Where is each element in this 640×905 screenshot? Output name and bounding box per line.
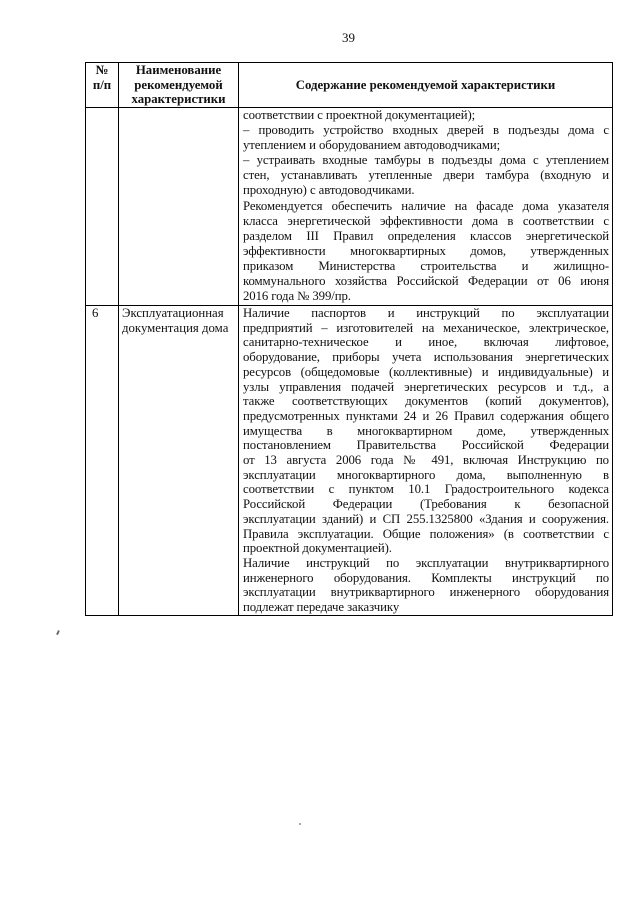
- content-line: эффективности многоквартирных домов, утвержденных: [243, 243, 609, 258]
- row-name-cell: [119, 306, 239, 616]
- content-line: стен, устанавливать утепленные двери тамбура (входную и: [243, 168, 609, 183]
- content-line: коммунального хозяйства Российской Федерации от 06 июня: [243, 274, 609, 289]
- content-line: – устраивать входные тамбуры в подъезды дома с утеплением: [243, 153, 609, 168]
- content-line: инженерного оборудования. Комплекты инструкций по: [243, 570, 609, 585]
- table-row: [86, 108, 613, 306]
- content-line: приказом Министерства строительства и жилищно-: [243, 258, 609, 273]
- row-number: 6: [92, 306, 99, 320]
- content-line: Рекомендуется обеспечить наличие на фасаде дома указателя: [243, 198, 609, 213]
- content-line: Российской Федерации (Требования к безопасной: [243, 497, 609, 512]
- table-row: [86, 306, 613, 616]
- content-line: предприятий – изготовителей на механическое, электрическое,: [243, 320, 609, 335]
- header-number-cell: [86, 63, 119, 108]
- header-content-label: Содержание рекомендуемой характеристики: [295, 77, 556, 92]
- content-line: оборудование, приборы учета использования энергетических: [243, 350, 609, 365]
- scan-speck: [299, 823, 301, 825]
- row-number-cell: [86, 306, 119, 616]
- content-line: Наличие паспортов и инструкций по эксплуатации: [243, 306, 609, 320]
- row-name-line: Эксплуатационная: [122, 306, 224, 320]
- header-number-line: п/п: [92, 77, 112, 92]
- content-paragraph: [243, 306, 609, 556]
- content-line: Наличие инструкций по эксплуатации внутриквартирного: [243, 555, 609, 570]
- content-paragraph: [243, 108, 609, 123]
- row-number-cell: [86, 108, 119, 306]
- header-name-line: Наименование: [135, 63, 222, 77]
- content-paragraph: [243, 199, 609, 305]
- content-line: Правила эксплуатации. Общие положения» (в соответствии с: [243, 526, 609, 541]
- content-paragraph: [243, 123, 609, 153]
- content-line: соответствии с пунктом 10.1 Градостроительного кодекса: [243, 482, 609, 497]
- page-number: 39: [342, 30, 355, 45]
- header-name-cell: [119, 63, 239, 108]
- content-line: разделом III Правил определения классов энергетической: [243, 228, 609, 243]
- content-line: соответствии с проектной документацией);: [243, 108, 476, 122]
- content-paragraph: [243, 153, 609, 198]
- content-line: эксплуатации зданий) и СП 255.1325800 «Здания и сооружения.: [243, 511, 609, 526]
- content-line: утеплением и оборудованием автодоводчиками;: [243, 138, 501, 153]
- header-number-line: №: [95, 63, 109, 77]
- content-line: 2016 года № 399/пр.: [243, 289, 351, 304]
- characteristics-table: [85, 62, 613, 616]
- content-line: эксплуатации внутриквартирного инженерного оборудования: [243, 585, 609, 600]
- header-name-line: рекомендуемой: [134, 77, 223, 92]
- content-line: проектной документацией).: [243, 541, 392, 556]
- row-content-cell: [239, 306, 613, 616]
- row-content-cell: [239, 108, 613, 306]
- content-line: имущества в многоквартирном доме, утвержденных: [243, 423, 609, 438]
- content-line: предусмотренных пунктами 24 и 26 Правил содержания общего: [243, 408, 609, 423]
- content-line: проходную) с автодоводчиками.: [243, 183, 415, 198]
- table-header-row: [86, 63, 613, 108]
- content-line: класса энергетической эффективности дома в соответствии с: [243, 213, 609, 228]
- content-line: ресурсов (общедомовые (коллективные) и индивидуальные) и: [243, 364, 609, 379]
- header-content-cell: [239, 63, 613, 108]
- scan-speck: [56, 630, 59, 635]
- content-line: эксплуатации многоквартирного дома, выполненную в: [243, 467, 609, 482]
- content-line: постановлением Правительства Российской Федерации: [243, 438, 609, 453]
- content-line: также соответствующих документов (копий документов),: [243, 394, 609, 409]
- content-line: от 13 августа 2006 года № 491, включая Инструкцию по: [243, 453, 609, 468]
- content-line: узлы управления подачей энергетических ресурсов и т.д., а: [243, 379, 609, 394]
- content-line: подлежат передаче заказчику: [243, 600, 400, 615]
- row-name-line: документация дома: [122, 320, 229, 335]
- content-line: – проводить устройство входных дверей в подъезды дома с: [243, 123, 609, 138]
- content-paragraph: [243, 556, 609, 615]
- header-name-line: характеристики: [131, 92, 226, 107]
- row-name-cell: [119, 108, 239, 306]
- content-line: санитарно-техническое и иное, включая лифтовое,: [243, 335, 609, 350]
